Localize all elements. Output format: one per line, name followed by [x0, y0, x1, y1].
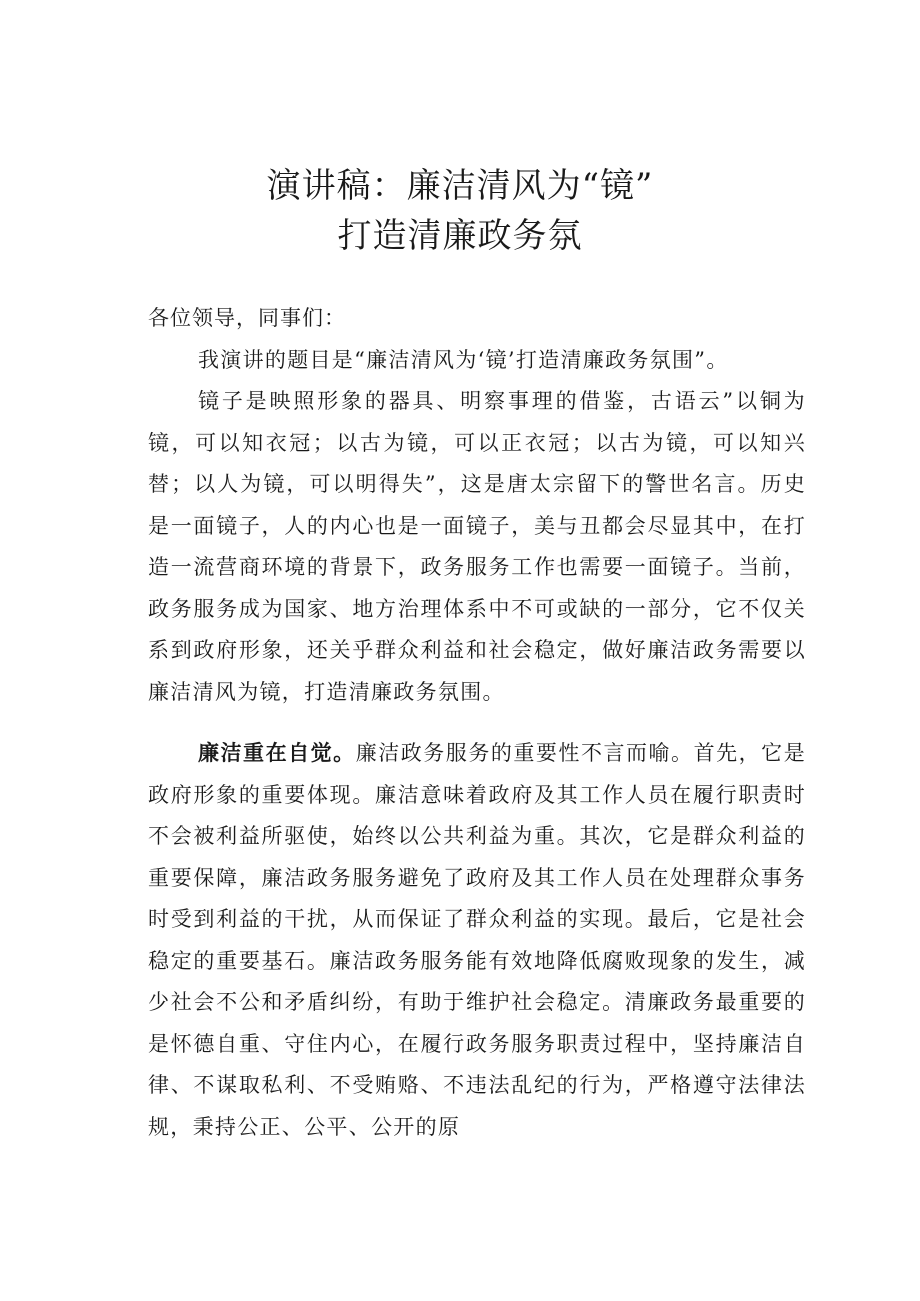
paragraph-mirror — [148, 381, 806, 713]
paragraph-topic — [148, 340, 806, 382]
paragraph-text: 廉洁政务服务的重要性不言而喻。首先，它是政府形象的重要体现。廉洁意味着政府及其工作人员在履行职责时不会被利益所驱使，始终以公共利益为重。其次，它是群众利益的重要保障，廉洁政务服务避免了政府及其工作人员在处理群众事务时受到利益的干扰，从而保证了群众利益的实现。最后，它是社会稳定的重要基石。廉洁政务服务能有效地降低腐败现象的发生，减少社会不公和矛盾纠纷，有助于维护社会稳定。清廉政务最重要的是怀德自重、守住内心，在履行政务服务职责过程中，坚持廉洁自律、不谋取私利、不受贿赂、不违法乱纪的行为，严格遵守法律法规，秉持公正、公平、公开的原 — [148, 741, 806, 1139]
paragraph-text: 我演讲的题目是“廉洁清风为‘镜’打造清廉政务氛围”。 — [198, 348, 729, 372]
paragraph-integrity — [148, 732, 806, 1148]
document-title-line-2: 打造清廉政务氛 — [337, 216, 583, 256]
paragraph-lead-heading: 廉洁重在自觉。 — [198, 740, 356, 765]
document-title-line-1: 演讲稿：廉洁清风为“镜” — [266, 166, 654, 206]
paragraph-text: 镜子是映照形象的器具、明察事理的借鉴，古语云”以铜为镜，可以知衣冠；以古为镜，可以正衣冠；以古为镜，可以知兴替；以人为镜，可以明得失”，这是唐太宗留下的警世名言。历史是一面镜子，人的内心也是一面镜子，美与丑都会尽显其中，在打造一流营商环境的背景下，政务服务工作也需要一面镜子。当前，政务服务成为国家、地方治理体系中不可或缺的一部分，它不仅关系到政府形象，还关乎群众利益和社会稳定，做好廉洁政务需要以廉洁清风为镜，打造清廉政务氛围。 — [148, 389, 806, 704]
salutation: 各位领导，同事们： — [148, 306, 346, 330]
